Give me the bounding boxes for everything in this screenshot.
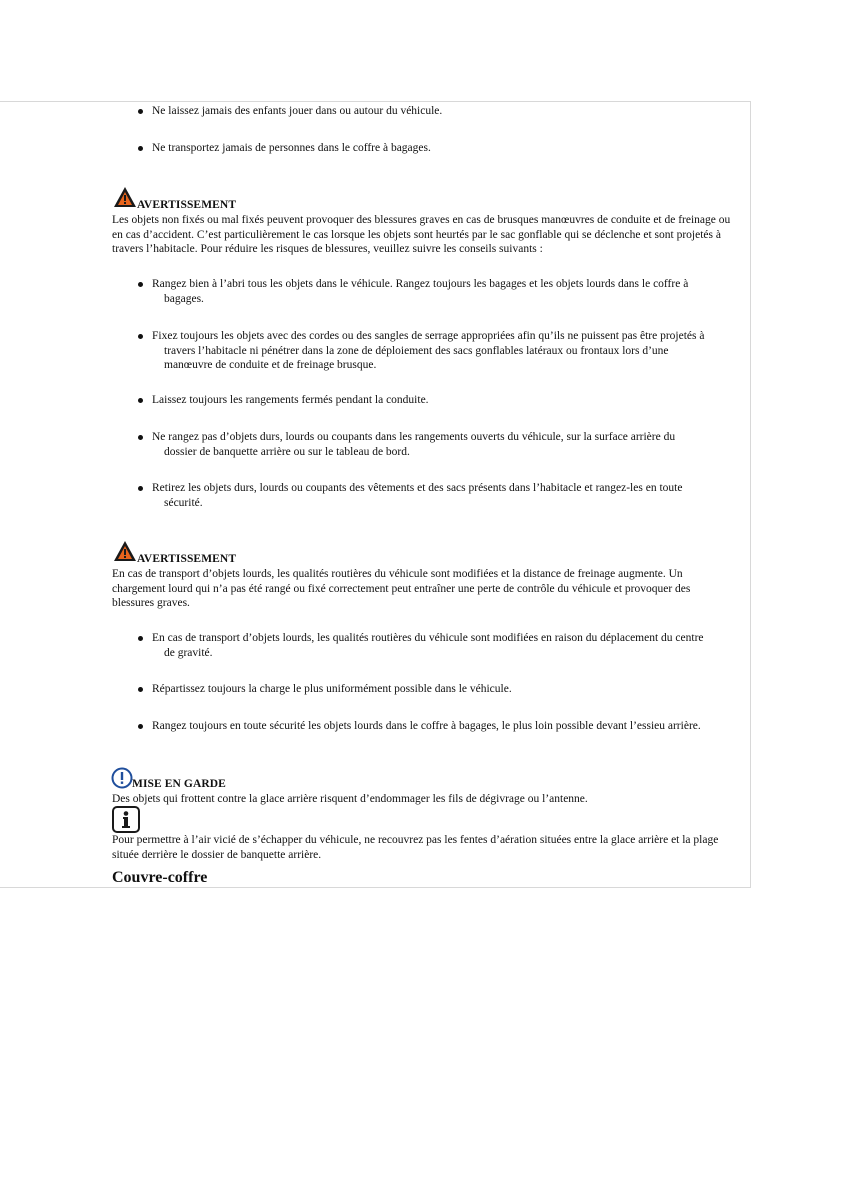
bullet: [138, 486, 143, 491]
list-item: Laissez toujours les rangements fermés pendant la conduite.: [152, 394, 429, 406]
bullet: [138, 636, 143, 641]
warning-triangle-icon: [113, 186, 137, 208]
bullet: [138, 109, 143, 114]
list-item: En cas de transport d’objets lourds, les qualités routières du véhicule sont modifiées en raison du déplacement du centre de gravité.: [152, 632, 704, 659]
warning-text: Les objets non fixés ou mal fixés peuvent provoquer des blessures graves en cas de brusques manœuvres de conduite et de freinage ou en cas d’accident. C’est particulièrement le cas lorsque les objets sont heurtés par le sac gonflable qui se déclenche et sont projetés à travers l’habitacle. Pour réduire les risques de blessures, veuillez suivre les conseils suivants :: [112, 214, 731, 255]
list-item: Rangez bien à l’abri tous les objets dans le véhicule. Rangez toujours les bagages et les objets lourds dans le coffre à bagages.: [152, 278, 689, 305]
bullet: [138, 687, 143, 692]
caution-title: MISE EN GARDE: [132, 778, 226, 790]
list-item: Rangez toujours en toute sécurité les objets lourds dans le coffre à bagages, le plus loin possible devant l’essieu arrière.: [152, 720, 701, 732]
list-item: Fixez toujours les objets avec des cordes ou des sangles de serrage appropriées afin qu’ils ne puissent pas être projetés à travers l’habitacle ni pénétrer dans la zone de déploiement des sacs gonflables latéraux ou frontaux lors d’une manœuvre de conduite et de freinage brusque.: [152, 330, 705, 371]
warning-title: AVERTISSEMENT: [137, 199, 237, 211]
warning-title: AVERTISSEMENT: [137, 553, 237, 565]
bullet: [138, 724, 143, 729]
bullet: [138, 435, 143, 440]
bullet: [138, 282, 143, 287]
bullet: [138, 398, 143, 403]
list-item: Ne laissez jamais des enfants jouer dans ou autour du véhicule.: [152, 105, 443, 117]
bullet: [138, 146, 143, 151]
info-icon: [112, 806, 140, 833]
list-item: Ne rangez pas d’objets durs, lourds ou coupants dans les rangements ouverts du véhicule, sur la surface arrière du dossier de banquette arrière ou sur le tableau de bord.: [152, 431, 676, 458]
list-item: Retirez les objets durs, lourds ou coupants des vêtements et des sacs présents dans l’habitacle et rangez-les en toute sécurité.: [152, 482, 683, 509]
info-text: Pour permettre à l’air vicié de s’échapper du véhicule, ne recouvrez pas les fentes d’aération situées entre la glace arrière et la plage située derrière le dossier de banquette arrière.: [112, 834, 719, 861]
caution-text: Des objets qui frottent contre la glace arrière risquent d’endommager les fils de dégivrage ou l’antenne.: [112, 793, 588, 805]
section-heading: Couvre-coffre: [112, 869, 208, 886]
warning-triangle-icon: [113, 540, 137, 562]
warning-text: En cas de transport d’objets lourds, les qualités routières du véhicule sont modifiées et la distance de freinage augmente. Un chargement lourd qui n’a pas été rangé ou fixé correctement peut entraîner une perte de contrôle du véhicule et provoquer des blessures graves.: [112, 568, 691, 609]
bullet: [138, 334, 143, 339]
list-item: Répartissez toujours la charge le plus uniformément possible dans le véhicule.: [152, 683, 512, 695]
caution-circle-icon: [111, 767, 133, 789]
list-item: Ne transportez jamais de personnes dans le coffre à bagages.: [152, 142, 431, 154]
